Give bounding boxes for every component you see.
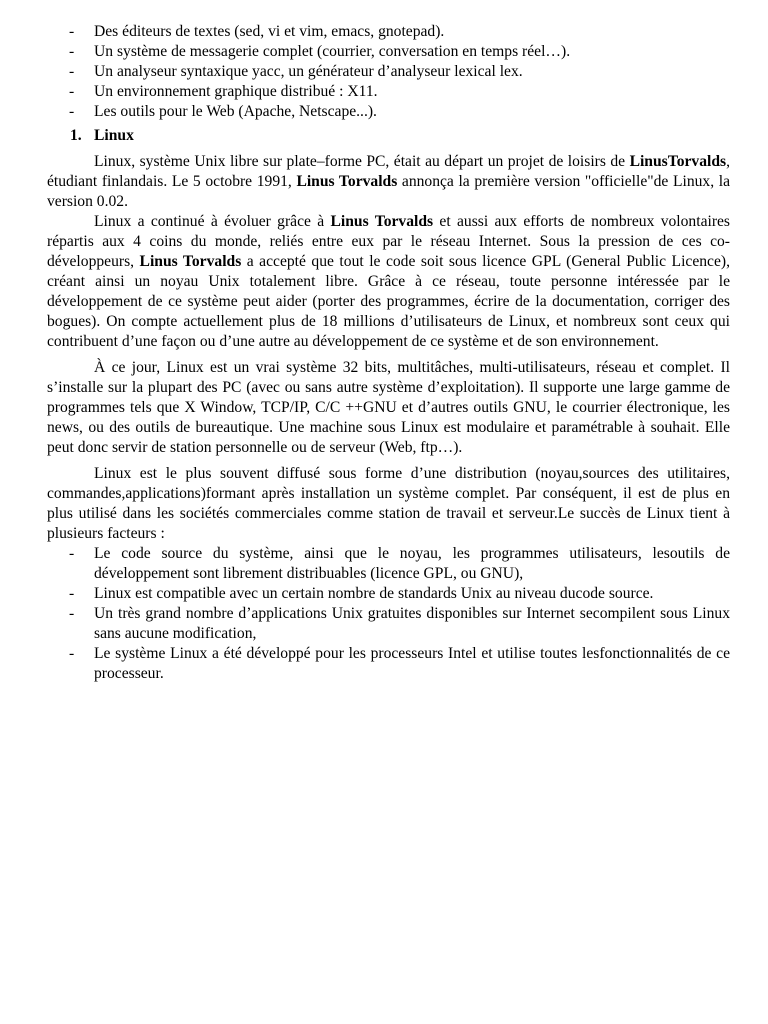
dash-bullet: - [69, 545, 75, 562]
dash-bullet: - [69, 585, 75, 602]
list-item [47, 644, 730, 684]
list-item-text: Des éditeurs de textes (sed, vi et vim, emacs, gnotepad). [94, 23, 445, 40]
list-item [47, 102, 730, 122]
author-name: Linus Torvalds [296, 173, 398, 190]
section-number: 1. [70, 127, 82, 144]
author-name: Linus Torvalds [139, 253, 242, 270]
dash-bullet: - [69, 63, 75, 80]
list-item-text: Un système de messagerie complet (courrier, conversation en temps réel…). [94, 43, 571, 60]
list-item-text: Les outils pour le Web (Apache, Netscape...). [94, 103, 377, 120]
list-item-text: Un très grand nombre d’applications Unix gratuites disponibles sur Internet secompilent sous Linux sans aucune modification, [94, 605, 730, 642]
dash-bullet: - [69, 645, 75, 662]
paragraph-distribution: Linux est le plus souvent diffusé sous forme d’une distribution (noyau,sources des utilitaires, commandes,applications)formant après installation un système complet. Par conséquent, il est de plus en plus utilisé dans les sociétés commerciales comme station de travail et serveur.Le succès de Linux tient à plusieurs facteurs : [47, 465, 730, 542]
paragraph-evolution: Linux a continué à évoluer grâce à Linus Torvalds et aussi aux efforts de nombreux volontaires répartis aux 4 coins du monde, reliés entre eux par le réseau Internet. Sous la pression de ces co-développeurs, Linus Torvalds a accepté que tout le code soit sous licence GPL (General Public Licence), créant ainsi un noyau Unix totalement libre. Grâce à ce réseau, toute personne intéressée par le développement de ce système peut aider (porter des programmes, écrire de la documentation, corriger des bogues). On compte actuellement plus de 18 millions d’utilisateurs de Linux, et nombreux sont ceux qui contribuent d’une façon ou d’une autre au développement de ce système et de son environnement. [47, 213, 731, 350]
list-item [47, 62, 730, 82]
dash-bullet: - [69, 83, 75, 100]
dash-bullet: - [69, 605, 75, 622]
list-item [47, 22, 730, 42]
list-item [47, 42, 730, 62]
list-item [47, 544, 730, 584]
author-name: LinusTorvalds [629, 153, 727, 170]
section-heading [47, 126, 730, 146]
list-item-text: Linux est compatible avec un certain nombre de standards Unix au niveau ducode source. [94, 585, 654, 602]
document-page [47, 22, 730, 684]
list-item-text: Le système Linux a été développé pour les processeurs Intel et utilise toutes lesfonctionnalités de ce processeur. [94, 645, 730, 682]
dash-bullet: - [69, 103, 75, 120]
list-item [47, 584, 730, 604]
list-item [47, 82, 730, 102]
list-item [47, 604, 730, 644]
intro-tools-list [47, 22, 730, 122]
author-name: Linus Torvalds [330, 213, 434, 230]
section-title: Linux [94, 127, 134, 144]
list-item-text: Le code source du système, ainsi que le noyau, les programmes utilisateurs, lesoutils de développement sont librement distribuables (licence GPL, ou GNU), [94, 545, 730, 582]
success-factors-list [47, 544, 730, 684]
list-item-text: Un environnement graphique distribué : X11. [94, 83, 378, 100]
paragraph-features: À ce jour, Linux est un vrai système 32 bits, multitâches, multi-utilisateurs, réseau et complet. Il s’installe sur la plupart des PC (avec ou sans autre système d’exploitation). Il supporte une large gamme de programmes tels que X Window, TCP/IP, C/C ++GNU et d’autres outils GNU, le courrier électronique, les news, ou des outils de bureautique. Une machine sous Linux est modulaire et paramétrable à souhait. Elle peut donc servir de station personnelle ou de serveur (Web, ftp…). [47, 359, 730, 456]
dash-bullet: - [69, 23, 75, 40]
dash-bullet: - [69, 43, 75, 60]
list-item-text: Un analyseur syntaxique yacc, un générateur d’analyseur lexical lex. [94, 63, 523, 80]
paragraph-history: Linux, système Unix libre sur plate–forme PC, était au départ un projet de loisirs de LinusTorvalds, étudiant finlandais. Le 5 octobre 1991, Linus Torvalds annonça la première version "officielle"de Linux, la version 0.02. [47, 153, 730, 210]
